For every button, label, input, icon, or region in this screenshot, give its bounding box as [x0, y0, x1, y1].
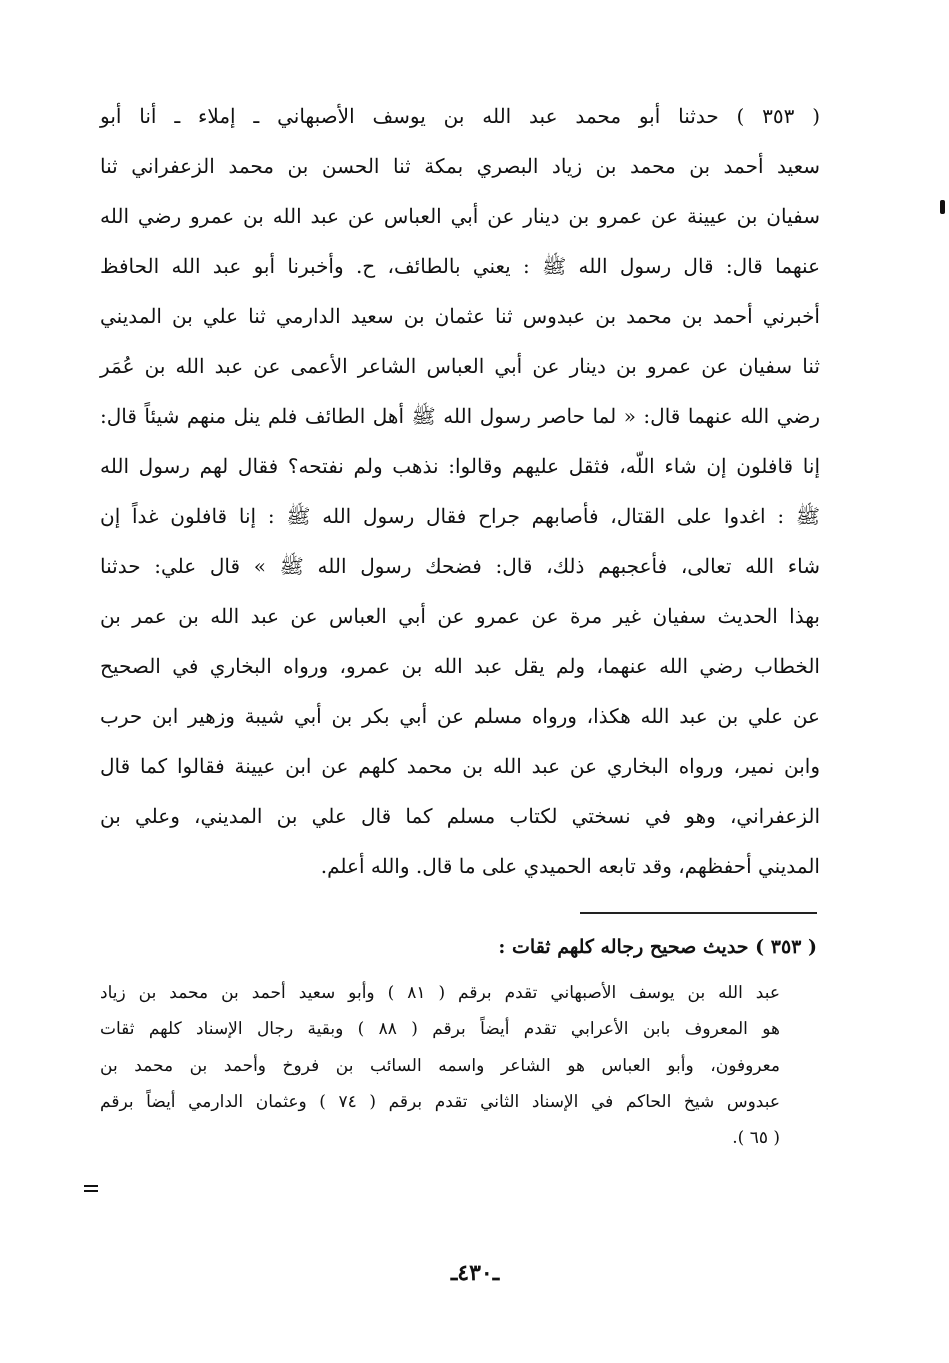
footnote-line: عبد الله بن يوسف الأصبهاني تقدم برقم ( ٨١ ) وأبو سعيد أحمد بن محمد بن زياد — [100, 983, 780, 1003]
footnote-line: عبدوس شيخ الحاكم في الإسناد الثاني تقدم برقم ( ٧٤ ) وعثمان الدارمي أيضاً برقم — [100, 1092, 780, 1112]
text-line: رضي الله عنهما قال: « لما حاصر رسول الله ﷺ أهل الطائف فلم ينل منهم شيئاً قال: — [100, 404, 820, 428]
text-line: شاء الله تعالى، فأعجبهم ذلك، قال: فضحك رسول الله ﷺ » قال علي: حدثنا — [100, 554, 820, 578]
text-line: ﷺ : اغدوا على القتال، فأصابهم جراح فقال رسول الله ﷺ : إنا قافلون غداً إن — [100, 504, 820, 528]
footnote-line: ( ٦٥ ). — [732, 1128, 780, 1148]
text-line: وابن نمير، ورواه البخاري عن عبد الله بن محمد كلهم عن ابن عيينة فقالوا كما قال — [100, 754, 820, 778]
text-line: الزعفراني، وهو في نسختي لكتاب مسلم كما قال علي بن المديني، وعلي بن — [100, 804, 820, 828]
footnote-line: معروفون، وأبو العباس هو الشاعر واسمه السائب بن فروخ وأحمد بن محمد بن — [100, 1056, 780, 1076]
text-line: إنا قافلون إن شاء اللّه، فثقل عليهم وقالوا: نذهب ولم نفتحه؟ فقال لهم رسول الله — [100, 454, 820, 478]
text-line: ( ٣٥٣ ) حدثنا أبو محمد عبد الله بن يوسف الأصبهاني ـ إملاء ـ أنا أبو — [100, 104, 820, 128]
text-line: أخبرني أحمد بن محمد بن عبدوس ثنا عثمان بن سعيد الدارمي ثنا علي بن المديني — [100, 304, 820, 328]
scan-mark — [940, 200, 945, 214]
footnote-line: هو المعروف بابن الأعرابي تقدم أيضاً برقم ( ٨٨ ) وبقية رجال الإسناد كلهم ثقات — [100, 1019, 780, 1039]
text-line: عن علي بن عبد الله هكذا، ورواه مسلم عن أبي بكر بن أبي شيبة وزهير ابن حرب — [100, 704, 820, 728]
text-line: بهذا الحديث سفيان غير مرة عن عمرو عن أبي العباس عن عبد الله بن عمر بن — [100, 604, 820, 628]
scan-mark — [84, 1190, 98, 1192]
footnote-heading: ( ٣٥٣ ) حديث صحيح رجاله كلهم ثقات : — [498, 936, 817, 958]
footnote-divider — [580, 912, 817, 914]
text-line: سعيد أحمد بن محمد بن زياد البصري بمكة ثنا الحسن بن محمد الزعفراني ثنا — [100, 154, 820, 178]
text-line: المديني أحفظهم، وقد تابعه الحميدي على ما قال. والله أعلم. — [320, 854, 820, 878]
text-line: الخطاب رضي الله عنهما، ولم يقل عبد الله بن عمرو، ورواه البخاري في الصحيح — [100, 654, 820, 678]
page-number: ـ٤٣٠ـ — [450, 1260, 500, 1286]
scan-mark — [84, 1185, 98, 1187]
text-line: عنهما قال: قال رسول الله ﷺ : يعني بالطائف، ح. وأخبرنا أبو عبد الله الحافظ — [100, 254, 821, 278]
text-line: ثنا سفيان عن عمرو بن دينار عن أبي العباس الشاعر الأعمى عن عبد الله بن عُمَر — [100, 354, 820, 378]
text-line: سفيان بن عيينة عن عمرو بن دينار عن أبي العباس عن عبد الله بن عمرو رضي الله — [100, 204, 820, 228]
